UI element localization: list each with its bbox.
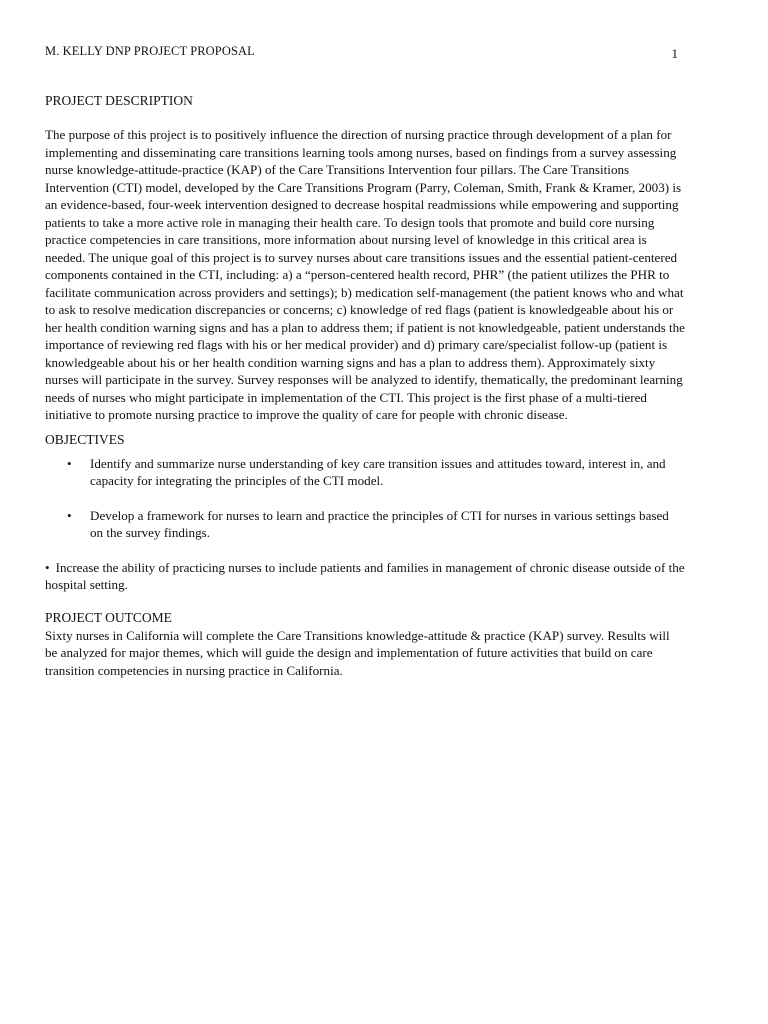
running-head: M. KELLY DNP PROJECT PROPOSAL <box>45 44 255 58</box>
bullet-icon: • <box>45 559 50 575</box>
document-body <box>45 92 685 679</box>
objective-text: Develop a framework for nurses to learn and practice the principles of CTI for nurses in various settings based on the survey findings. <box>90 507 669 540</box>
project-description-heading: PROJECT DESCRIPTION <box>45 93 193 108</box>
objective-text: Increase the ability of practicing nurses to include patients and families in management of chronic disease outside of the hospital setting. <box>45 559 685 592</box>
page-number: 1 <box>671 46 678 61</box>
objective-item-unindented <box>45 559 685 594</box>
project-description-paragraph: The purpose of this project is to positively influence the direction of nursing practice through development of a plan for implementing and disseminating care transitions learning tools among nurses, based on findings from a survey assessing nurse knowledge-attitude-practice (KAP) of the Care Transitions Intervention four pillars. The Care Transitions Intervention (CTI) model, developed by the Care Transitions Program (Parry, Coleman, Smith, Frank & Kramer, 2003) is an evidence-based, four-week intervention designed to decrease hospital readmissions while empowering and supporting patients to take a more active role in managing their health care. To design tools that promote and build core nursing practice competencies in care transitions, more information about nursing level of knowledge in this critical area is needed. The unique goal of this project is to survey nurses about care transitions issues and the essential patient-centered components contained in the CTI, including: a) a “person-centered health record, PHR” (the patient utilizes the PHR to facilitate communication across providers and settings); b) medication self-management (the patient knows who and what to ask to resolve medication discrepancies or concerns; c) knowledge of red flags (patient is knowledgeable about his or her health condition warning signs and has a plan to address them; if patient is not knowledgeable, patient understands the importance of reviewing red flags with his or her medical provider) and d) primary care/specialist follow-up (patient is knowledgeable about his or her health condition warning signs and has a plan to address them). Approximately sixty nurses will participate in the survey. Survey responses will be analyzed to identify, thematically, the predominant learning needs of nurses who might participate in implementation of the CTI. This project is the first phase of a multi-tiered initiative to promote nursing practice to improve the quality of care for people with chronic disease. <box>45 127 685 422</box>
objectives-heading: OBJECTIVES <box>45 431 125 447</box>
project-outcome-paragraph: Sixty nurses in California will complete the Care Transitions knowledge-attitude & practice (KAP) survey. Results will be analyzed for major themes, which will guide the design and implementation of future activities that build on care transition competencies in nursing practice in California. <box>45 627 670 678</box>
project-outcome-heading: PROJECT OUTCOME <box>45 609 172 625</box>
objective-item <box>45 455 685 490</box>
objective-text: Identify and summarize nurse understanding of key care transition issues and attitudes toward, interest in, and capacity for integrating the principles of the CTI model. <box>90 455 666 488</box>
objectives-list <box>45 455 685 542</box>
bullet-icon: • <box>67 507 72 523</box>
objective-item <box>45 507 685 542</box>
bullet-icon: • <box>67 455 72 471</box>
